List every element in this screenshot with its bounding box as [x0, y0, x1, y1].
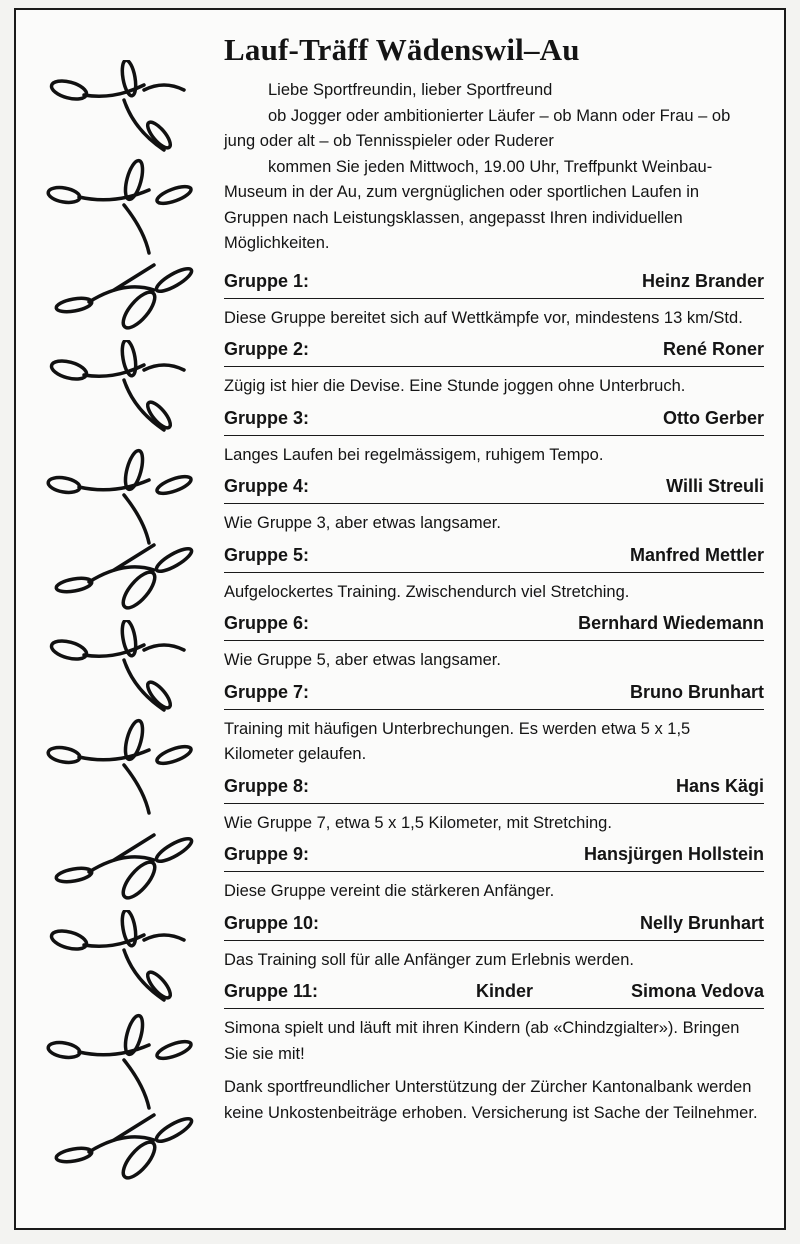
running-figure-icon: [34, 530, 204, 630]
group-label: Gruppe 11:: [224, 981, 319, 1001]
group-1: [224, 271, 764, 332]
group-leader: Hansjürgen Hollstein: [583, 844, 764, 864]
group-header: [224, 408, 764, 436]
group-header: [224, 613, 764, 641]
group-label: Gruppe 10:: [224, 912, 320, 933]
group-header: [224, 339, 764, 367]
group-3: [224, 408, 764, 469]
group-header: [224, 545, 764, 573]
intro-audience: ob Jogger oder ambitionierter Läufer – ob Mann oder Frau – ob jung oder alt – ob Tennisspieler oder Ruderer: [224, 106, 731, 150]
group-5: [224, 545, 764, 606]
group-label: Gruppe 3:: [224, 407, 310, 428]
group-description: Diese Gruppe bereitet sich auf Wettkämpfe vor, mindestens 13 km/Std.: [224, 308, 743, 327]
group-description: Das Training soll für alle Anfänger zum Erlebnis werden.: [224, 950, 634, 969]
group-header: [224, 476, 764, 504]
group-header: [224, 913, 764, 941]
group-label: Gruppe 7:: [224, 681, 310, 702]
running-figure-icon: [34, 1100, 204, 1200]
intro-details: kommen Sie jeden Mittwoch, 19.00 Uhr, Treffpunkt Weinbau-Museum in der Au, zum vergnüglichen oder sportlichen Laufen in Gruppen nach Leistungsklassen, angepasst Ihren individuellen Möglichkeiten.: [224, 157, 713, 252]
group-list: [224, 271, 764, 1068]
group-4: [224, 476, 764, 537]
group-label: Gruppe 8:: [224, 775, 310, 796]
group-header: [224, 271, 764, 299]
running-figure-icon: [34, 250, 204, 350]
group-label: Gruppe 9:: [224, 844, 310, 864]
group-leader: Heinz Brander: [641, 270, 764, 291]
group-leader: Bernhard Wiedemann: [578, 613, 764, 633]
running-figure-icon: [34, 715, 204, 815]
group-header: [224, 844, 764, 872]
group-label: Gruppe 2:: [224, 339, 310, 359]
group-leader: Manfred Mettler: [629, 544, 764, 565]
group-8: [224, 776, 764, 837]
group-label: Gruppe 6:: [224, 613, 310, 633]
group-label: Gruppe 1:: [224, 270, 310, 291]
group-label: Gruppe 5:: [224, 544, 310, 565]
group-11: [224, 981, 764, 1067]
group-9: [224, 844, 764, 905]
group-2: [224, 339, 764, 400]
group-leader: Otto Gerber: [662, 407, 764, 428]
group-leader: Hans Kägi: [675, 775, 764, 796]
group-leader: Nelly Brunhart: [639, 912, 764, 933]
group-7: [224, 682, 764, 768]
intro: [224, 78, 764, 257]
running-figure-icon: [34, 1010, 204, 1110]
group-header: [224, 682, 764, 710]
page-title: Lauf-Träff Wädenswil–Au: [224, 32, 580, 67]
group-description: Aufgelockertes Training. Zwischendurch viel Stretching.: [224, 582, 630, 601]
running-figure-icon: [34, 340, 204, 440]
intro-greeting: Liebe Sportfreundin, lieber Sportfreund: [268, 81, 553, 99]
group-description: Wie Gruppe 3, aber etwas langsamer.: [224, 514, 501, 532]
group-description: Langes Laufen bei regelmässigem, ruhigem Tempo.: [224, 445, 604, 464]
group-header: [224, 776, 764, 804]
running-figure-icon: [34, 60, 204, 160]
group-description: Wie Gruppe 5, aber etwas langsamer.: [224, 651, 501, 669]
group-description: Diese Gruppe vereint die stärkeren Anfänger.: [224, 882, 555, 900]
group-description: Training mit häufigen Unterbrechungen. Es werden etwa 5 x 1,5 Kilometer gelaufen.: [224, 719, 691, 763]
content: [224, 30, 764, 1126]
group-description: Wie Gruppe 7, etwa 5 x 1,5 Kilometer, mit Stretching.: [224, 813, 612, 832]
group-leader: Simona Vedova: [630, 981, 764, 1001]
group-description: Simona spielt und läuft mit ihren Kindern (ab «Chindzgialter»). Bringen Sie sie mit!: [224, 1019, 740, 1063]
footer-note: Dank sportfreundlicher Unterstützung der Zürcher Kantonalbank werden keine Unkostenbeiträge erhoben. Versicherung ist Sache der Teilnehmer.: [224, 1078, 758, 1122]
running-figure-icon: [34, 620, 204, 720]
group-leader: René Roner: [662, 339, 764, 359]
page-frame: [14, 8, 786, 1230]
group-description: Zügig ist hier die Devise. Eine Stunde joggen ohne Unterbruch.: [224, 377, 686, 395]
group-10: [224, 913, 764, 974]
running-figure-icon: [34, 910, 204, 1010]
group-header: [224, 981, 764, 1009]
running-figure-icon: [34, 820, 204, 920]
group-label: Gruppe 4:: [224, 476, 310, 496]
runner-illustrations: [34, 60, 204, 1220]
group-6: [224, 613, 764, 674]
group-leader: Willi Streuli: [666, 476, 764, 496]
group-leader: Bruno Brunhart: [630, 681, 764, 702]
running-figure-icon: [34, 155, 204, 255]
group-category: Kinder: [475, 981, 533, 1001]
